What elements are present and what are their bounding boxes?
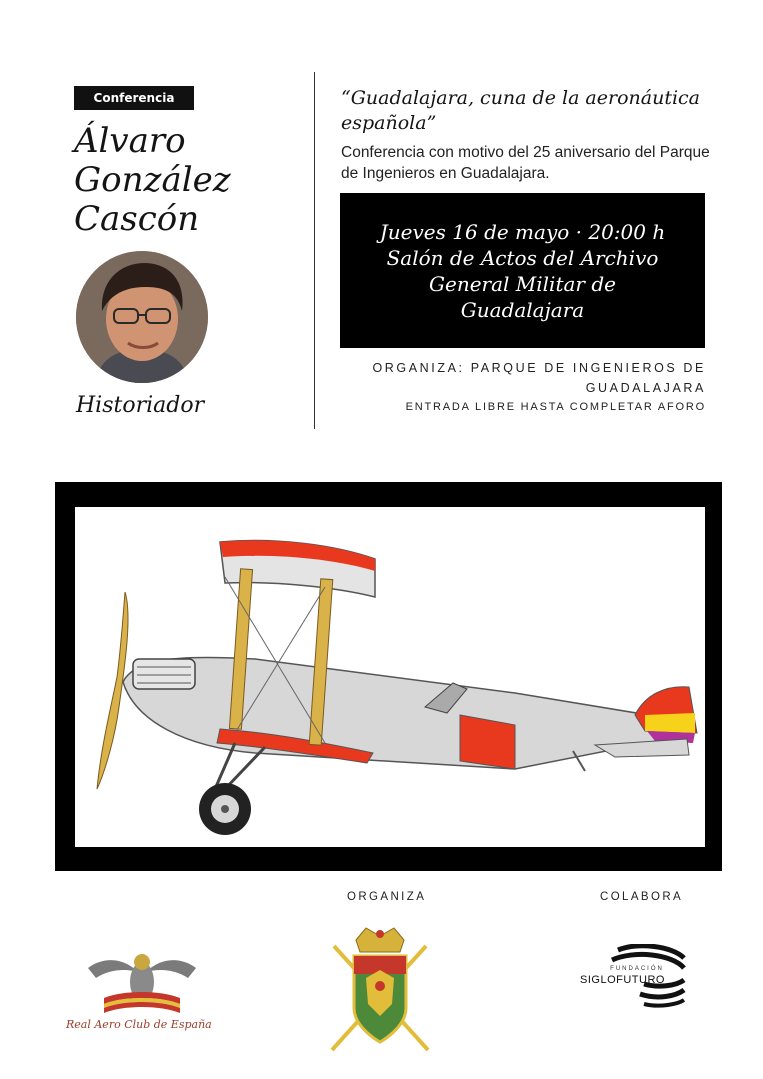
biplane-illustration [75, 507, 705, 847]
speaker-role: Historiador [76, 393, 205, 418]
real-aero-club-logo [84, 942, 200, 1020]
real-aero-club-name: Real Aero Club de España [66, 1018, 212, 1031]
conference-tag: Conferencia [74, 86, 194, 110]
event-venue-line-2: General Militar de [429, 271, 616, 296]
event-venue-line-3: Guadalajara [460, 297, 585, 322]
eagle-emblem-icon [84, 942, 200, 1020]
vertical-divider [314, 72, 315, 429]
talk-title: “Guadalajara, cuna de la aeronáutica española” [341, 87, 701, 134]
speaker-name [74, 122, 304, 239]
colabora-label: COLABORA [600, 891, 684, 903]
speaker-photo [76, 251, 208, 383]
event-date-time: Jueves 16 de mayo · 20:00 h [379, 219, 666, 244]
siglofuturo-name: SIGLOFUTURO [580, 974, 665, 986]
organiza-label: ORGANIZA [347, 891, 427, 903]
organizer-line: ORGANIZA: PARQUE DE INGENIEROS DE GUADALAJARA [372, 361, 706, 395]
biplane-image-frame [55, 482, 722, 871]
event-venue-line-1: Salón de Actos del Archivo [386, 245, 659, 270]
fundacion-label: FUNDACIÓN [610, 966, 664, 972]
parque-ingenieros-emblem [326, 924, 434, 1056]
speaker-name-line-1: Álvaro [74, 121, 186, 161]
entry-line: ENTRADA LIBRE HASTA COMPLETAR AFORO [405, 401, 706, 413]
speaker-portrait-illustration [76, 251, 208, 383]
event-details-box [340, 193, 705, 348]
talk-description: Conferencia con motivo del 25 aniversario del Parque de Ingenieros en Guadalajara. [341, 144, 710, 182]
heraldic-shield-icon [326, 924, 434, 1056]
biplane-image [75, 507, 705, 847]
speaker-name-line-3: Cascón [74, 199, 200, 239]
speaker-name-line-2: González [74, 160, 231, 200]
